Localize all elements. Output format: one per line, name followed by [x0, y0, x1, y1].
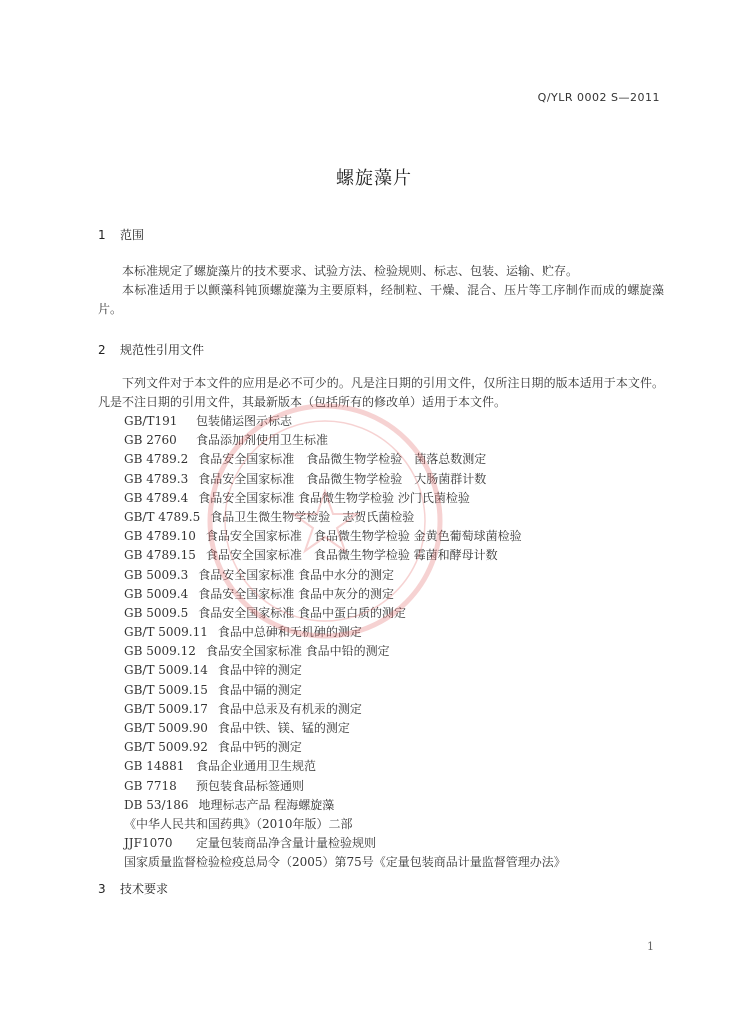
reference-item	[124, 585, 566, 604]
reference-item	[124, 470, 566, 489]
reference-item	[124, 546, 566, 565]
reference-title: 食品企业通用卫生规范	[196, 759, 317, 774]
reference-item	[124, 642, 566, 661]
reference-list	[124, 412, 566, 873]
section-number: 1	[98, 228, 106, 242]
reference-code: GB 5009.12	[124, 644, 196, 659]
reference-item	[124, 623, 566, 642]
reference-code: GB/T 5009.92	[124, 740, 208, 755]
reference-title: 食品安全国家标准 食品微生物学检验 沙门氏菌检验	[198, 490, 470, 505]
reference-title: 预包装食品标签通则	[196, 778, 305, 793]
reference-item	[124, 508, 566, 527]
section-title: 范围	[120, 228, 145, 242]
reference-code: GB 14881	[124, 759, 185, 774]
section-heading-scope	[98, 226, 144, 243]
reference-code: GB 2760	[124, 433, 177, 448]
reference-code: GB/T 5009.15	[124, 682, 208, 697]
reference-code: DB 53/186	[124, 797, 189, 812]
reference-item	[124, 681, 566, 700]
reference-code: GB/T 5009.11	[124, 625, 208, 640]
reference-title: 食品安全国家标准 食品中水分的测定	[198, 567, 395, 582]
reference-code: 国家质量监督检验检疫总局令（2005）第75号《定量包装商品计量监督管理办法》	[124, 855, 566, 870]
reference-code: GB/T 5009.17	[124, 701, 208, 716]
reference-item	[124, 604, 566, 623]
reference-item	[124, 853, 566, 872]
reference-item	[124, 527, 566, 546]
references-intro: 下列文件对于本文件的应用是必不可少的。凡是注日期的引用文件，仅所注日期的版本适用于本文件。凡是不注日期的引用文件，其最新版本（包括所有的修改单）适用于本文件。	[98, 376, 664, 409]
reference-title: 食品添加剂使用卫生标准	[196, 433, 329, 448]
scope-paragraph-1: 本标准规定了螺旋藻片的技术要求、试验方法、检验规则、标志、包装、运输、贮存。	[122, 264, 579, 278]
reference-code: GB 5009.4	[124, 586, 189, 601]
reference-code: GB 4789.15	[124, 548, 196, 563]
reference-item	[124, 412, 566, 431]
reference-title: 食品中钙的测定	[217, 740, 302, 755]
reference-item	[124, 796, 566, 815]
reference-title: 食品卫生微生物学检验 志贺氏菌检验	[210, 509, 415, 524]
section-number: 3	[98, 882, 106, 896]
document-title: 螺旋藻片	[336, 168, 412, 189]
reference-item	[124, 738, 566, 757]
reference-title: 食品安全国家标准 食品微生物学检验 菌落总数测定	[198, 452, 487, 467]
reference-code: GB/T 5009.90	[124, 721, 208, 735]
reference-title: 食品安全国家标准 食品微生物学检验 大肠菌群计数	[198, 471, 487, 486]
reference-title: 食品安全国家标准 食品中蛋白质的测定	[198, 605, 407, 620]
section-number: 2	[98, 343, 106, 357]
standard-code: Q/YLR 0002 S—2011	[537, 91, 660, 104]
reference-item	[124, 777, 566, 796]
section-title: 规范性引用文件	[120, 343, 205, 357]
reference-title: 包装储运图示标志	[196, 414, 293, 428]
reference-code: GB 4789.10	[124, 529, 196, 544]
reference-title: 食品中铁、镁、锰的测定	[217, 721, 350, 735]
reference-code: 《中华人民共和国药典》（2010年版）二部	[124, 816, 353, 831]
reference-item	[124, 815, 566, 834]
reference-item	[124, 489, 566, 508]
reference-title: 食品安全国家标准 食品微生物学检验 金黄色葡萄球菌检验	[205, 529, 522, 544]
reference-code: GB/T 4789.5	[124, 509, 201, 524]
reference-code: GB 4789.3	[124, 471, 189, 486]
reference-title: 食品中总砷和无机砷的测定	[217, 625, 362, 640]
scope-paragraph-2: 本标准适用于以颤藻科钝顶螺旋藻为主要原料，经制粒、干燥、混合、压片等工序制作而成的螺旋藻片。	[98, 283, 664, 316]
section-heading-technical-requirements	[98, 880, 168, 897]
reference-title: 地理标志产品 程海螺旋藻	[198, 797, 335, 812]
reference-code: GB/T 5009.14	[124, 663, 208, 678]
reference-code: GB 5009.3	[124, 567, 189, 582]
section-heading-normative-references	[98, 341, 204, 358]
reference-item	[124, 661, 566, 680]
reference-item	[124, 719, 566, 738]
reference-item	[124, 834, 566, 853]
reference-code: GB 7718	[124, 778, 177, 793]
reference-code: JJF1070	[124, 836, 173, 851]
reference-item	[124, 450, 566, 469]
reference-code: GB 4789.2	[124, 452, 189, 467]
reference-code: GB 4789.4	[124, 490, 189, 505]
reference-title: 食品中镉的测定	[217, 682, 302, 697]
reference-title: 食品中锌的测定	[217, 663, 302, 678]
reference-code: GB 5009.5	[124, 605, 189, 620]
reference-item	[124, 757, 566, 776]
section-title: 技术要求	[120, 882, 169, 896]
reference-code: GB/T191	[124, 414, 178, 428]
reference-item	[124, 700, 566, 719]
reference-title: 食品安全国家标准 食品微生物学检验 霉菌和酵母计数	[205, 548, 498, 563]
reference-title: 食品安全国家标准 食品中铅的测定	[205, 644, 390, 659]
reference-item	[124, 566, 566, 585]
reference-title: 定量包装商品净含量计量检验规则	[196, 836, 377, 851]
page-number: 1	[647, 940, 654, 953]
reference-title: 食品中总汞及有机汞的测定	[217, 701, 362, 716]
reference-title: 食品安全国家标准 食品中灰分的测定	[198, 586, 395, 601]
reference-item	[124, 431, 566, 450]
